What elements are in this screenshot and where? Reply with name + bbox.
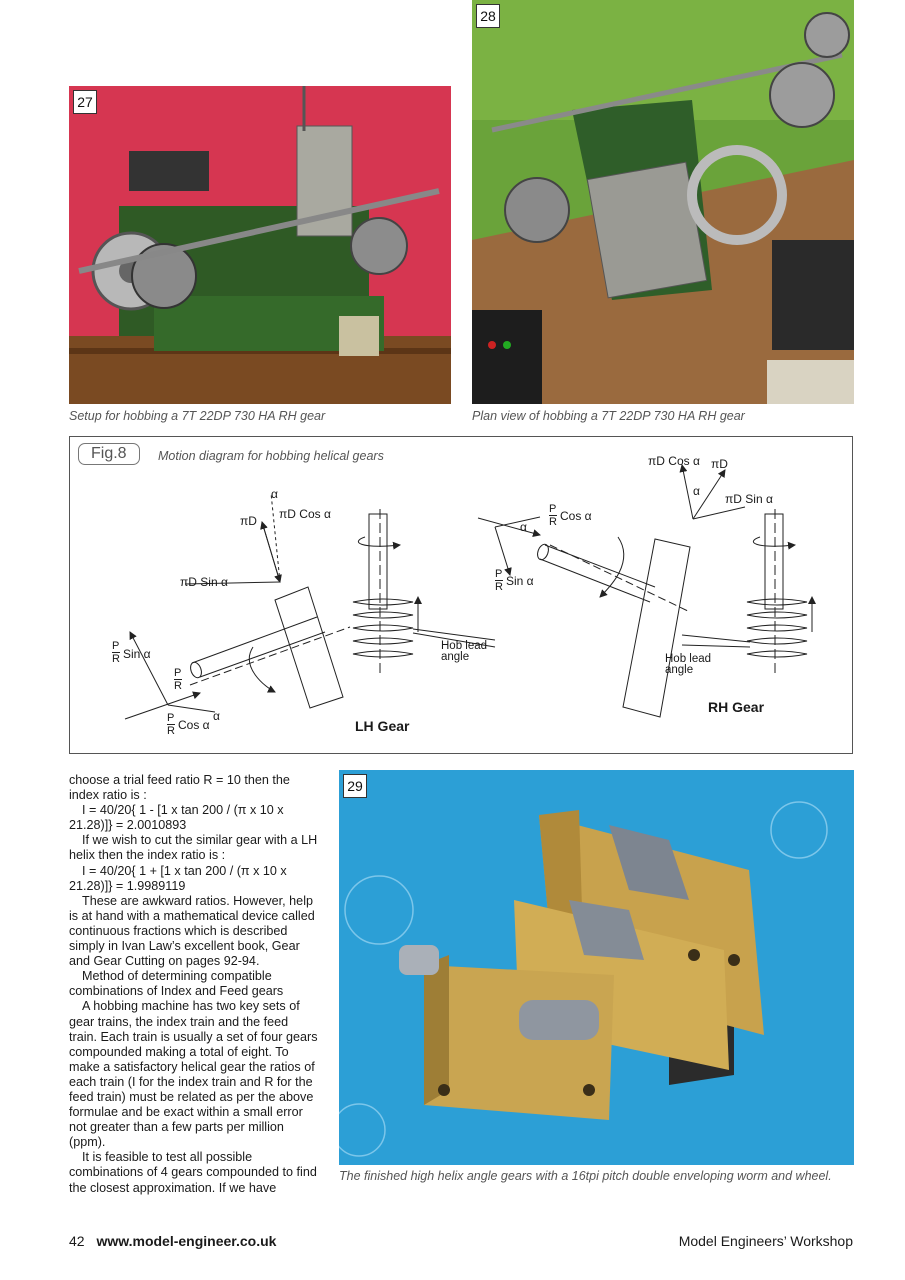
rh-p-cos-p: P xyxy=(549,503,557,515)
photo-29-caption: The finished high helix angle gears with a 16tpi pitch double enveloping worm and wheel. xyxy=(339,1169,832,1183)
rh-alpha-top: α xyxy=(693,484,700,498)
lh-p-sin: Sin α xyxy=(123,647,151,661)
rh-hob-angle: angle xyxy=(665,664,694,676)
lh-alpha-top: α xyxy=(271,487,278,501)
rh-p-sin-p: P xyxy=(495,568,503,580)
photo-29 xyxy=(339,770,854,1165)
article-body-text xyxy=(69,773,319,1196)
lh-p-r: R xyxy=(174,680,182,692)
hobbing-machine-photo-illustration xyxy=(69,86,451,404)
body-paragraph: A hobbing machine has two key sets of gear trains, the index train and the feed train. Each train is usually a set of four gears compounded making a total of eight. To make a satisfactory helical gear the ratios of each train (I for the index train and R for the feed train) must be related as per the above formulae and be exact within a small error not greater than a few parts per million (ppm). xyxy=(69,999,318,1150)
rh-p-cos-r: R xyxy=(549,516,557,528)
rh-pi-d-cos: πD Cos α xyxy=(648,454,700,468)
rh-hob-threads xyxy=(747,599,807,657)
rh-gear-label: RH Gear xyxy=(708,699,765,715)
body-paragraph: These are awkward ratios. However, help is at hand with a mathematical device called continuous fractions which is described simply in Ivan Law’s excellent book, Gear and Gear Cutting on pages 92-94. xyxy=(69,893,315,969)
page-footer-left xyxy=(69,1233,276,1249)
rh-hob-lead: Hob lead xyxy=(665,653,712,665)
photo-27-caption: Setup for hobbing a 7T 22DP 730 HA RH gear xyxy=(69,409,326,423)
magazine-name: Model Engineers’ Workshop xyxy=(678,1233,853,1249)
rh-p-cos: Cos α xyxy=(560,509,592,523)
photo-number: 28 xyxy=(476,4,500,28)
rh-pi-d-sin: πD Sin α xyxy=(725,492,773,506)
rh-alpha-mid: α xyxy=(520,520,527,534)
lh-p-cos-p: P xyxy=(167,712,175,724)
lh-p-cos: Cos α xyxy=(178,718,210,732)
rh-gear-blank xyxy=(623,539,690,717)
body-paragraph: If we wish to cut the similar gear with a LH helix then the index ratio is : xyxy=(69,833,318,863)
page-number: 42 xyxy=(69,1233,85,1249)
lh-pi-d-cos: πD Cos α xyxy=(279,507,331,521)
lh-p-p: P xyxy=(174,667,182,679)
figure-tag: Fig.8 xyxy=(78,443,140,465)
lh-hob-lead: Hob lead xyxy=(441,640,488,652)
figure-8-motion-diagram xyxy=(69,436,853,754)
photo-number: 29 xyxy=(343,774,367,798)
body-paragraph: I = 40/20{ 1 + [1 x tan 200 / (π x 10 x 21.28)]} = 1.9989119 xyxy=(69,863,287,893)
lh-gear-label: LH Gear xyxy=(355,718,410,734)
lh-p-sin-r: R xyxy=(112,653,120,665)
lh-p-cos-r: R xyxy=(167,725,175,737)
lh-hob-angle: angle xyxy=(441,651,470,663)
lh-gear-blank xyxy=(275,587,343,708)
rh-p-sin-r: R xyxy=(495,581,503,593)
lh-alpha-bottom: α xyxy=(213,709,220,723)
figure-title: Motion diagram for hobbing helical gears xyxy=(158,449,384,463)
lh-p-sin-p: P xyxy=(112,640,120,652)
section-subheading: Method of determining compatible combinations of Index and Feed gears xyxy=(69,969,284,999)
body-paragraph: choose a trial feed ratio R = 10 then the index ratio is : xyxy=(69,773,290,803)
finished-gears-photo-illustration xyxy=(339,770,854,1165)
rh-p-sin: Sin α xyxy=(506,574,534,588)
rh-pi-d: πD xyxy=(711,457,728,471)
body-paragraph: It is feasible to test all possible combinations of 4 gears compounded to find the closest approximation. If we have xyxy=(69,1150,317,1195)
photo-28 xyxy=(472,0,854,404)
lh-hob-threads xyxy=(353,599,413,657)
photo-27 xyxy=(69,86,451,404)
photo-number: 27 xyxy=(73,90,97,114)
plan-view-photo-illustration xyxy=(472,0,854,404)
lh-pi-d-sin: πD Sin α xyxy=(180,575,228,589)
body-paragraph: I = 40/20{ 1 - [1 x tan 200 / (π x 10 x 21.28)]} = 2.0010893 xyxy=(69,803,284,833)
website-url[interactable]: www.model-engineer.co.uk xyxy=(96,1233,277,1249)
photo-28-caption: Plan view of hobbing a 7T 22DP 730 HA RH gear xyxy=(472,409,745,423)
lh-pi-d: πD xyxy=(240,514,257,528)
